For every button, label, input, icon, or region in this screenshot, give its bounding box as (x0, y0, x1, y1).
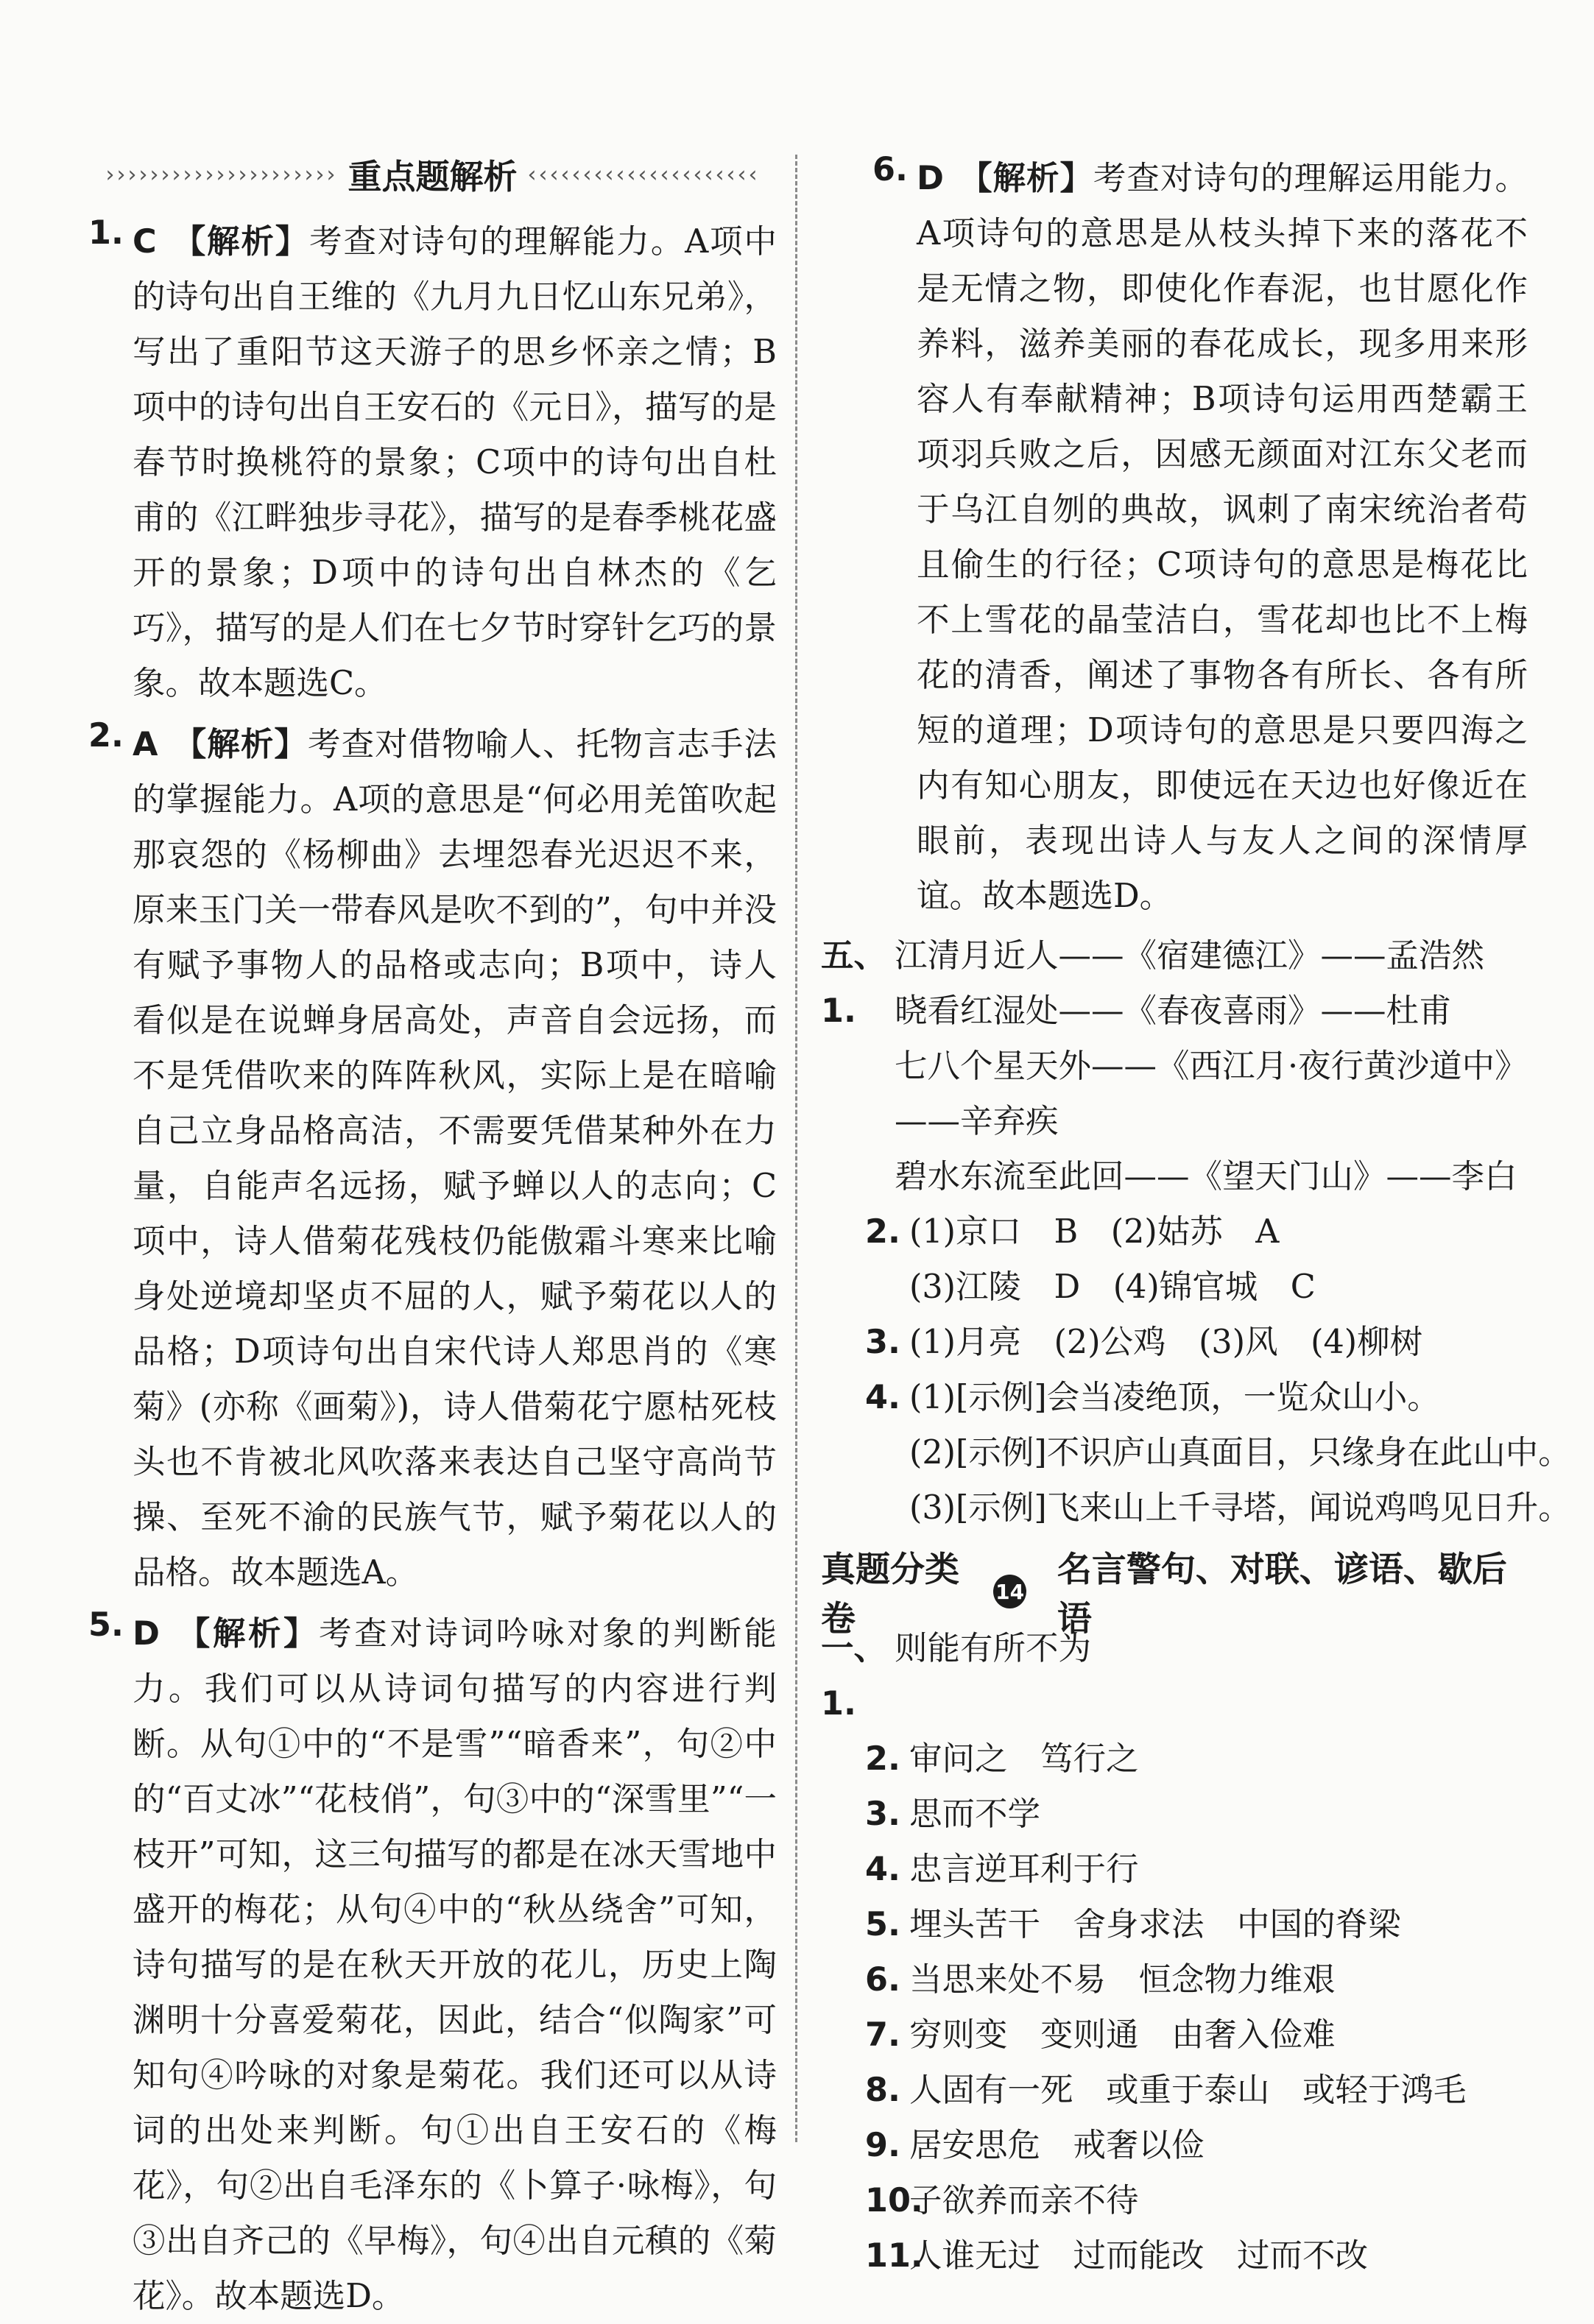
answer-line: 埋头苦干 舍身求法 中国的脊梁 (909, 1906, 1401, 1943)
chevron-right-decoration-icon: ››››››››››››››››››››› (105, 161, 338, 188)
answer-line: 穷则变 变则通 由奢入俭难 (909, 2016, 1336, 2054)
poem-line: 碧水东流至此回——《望天门山》——李白 (895, 1158, 1517, 1195)
item-number: 4. (865, 1379, 900, 1416)
item-text: 考查对诗词吟咏对象的判断能力。我们可以从诗词句描写的内容进行判断。从句①中的“不是雪”“暗香来”，句②中的“百丈冰”“花枝俏”，句③中的“深雪里”“一枝开”可知，这三句描写的都是在冰天雪地中盛开的梅花；从句④中的“秋丛绕舍”可知，诗句描写的是在秋天开放的花儿，历史上陶渊明十分喜爱菊花，因此，结合“似陶家”可知句④吟咏的对象是菊花。我们还可以从诗词的出处来判断。句①出自王安石的《梅花》，句②出自毛泽东的《卜算子·咏梅》，句③出自齐己的《早梅》，句④出自元稹的《菊花》。故本题选D。 (133, 1615, 777, 2315)
item-answer: C (133, 223, 157, 261)
volume-title: 真题分类卷 (821, 1550, 959, 1639)
item-answer: D (133, 1615, 160, 1653)
item-number: 6. (865, 1961, 900, 1999)
part1-q2 (821, 1731, 1528, 1787)
answer-line: 当思来处不易 恒念物力维艰 (909, 1961, 1336, 1999)
part1-q6 (821, 1952, 1528, 2007)
answer-line: 子欲养而亲不待 (909, 2182, 1139, 2219)
answer-line: (2)[示例]不识庐山真面目，只缘身在此山中。 (909, 1434, 1571, 1472)
item-number: 4. (865, 1851, 900, 1888)
answer-line: 审问之 笃行之 (909, 1740, 1139, 1778)
part1-q11 (821, 2228, 1528, 2284)
item-text: 考查对借物喻人、托物言志手法的掌握能力。A项的意思是“何必用羌笛吹起那哀怨的《杨柳曲》去埋怨春光迟迟不来，原来玉门关一带春风是吹不到的”，句中并没有赋予事物人的品格或志向；B项中，诗人看似是在说蝉身居高处，声音自会远扬，而不是凭借吹来的阵阵秋风，实际上是在暗喻自己立身品格高洁，不需要凭借某种外在力量，自能声名远扬，赋予蝉以人的志向；C项中，诗人借菊花残枝仍能傲霜斗寒来比喻身处逆境却坚贞不屈的人，赋予菊花以人的品格；D项诗句出自宋代诗人郑思肖的《寒菊》(亦称《画菊》)，诗人借菊花宁愿枯死枝头也不肯被北风吹落来表达自己坚守高尚节操、至死不渝的民族气节，赋予菊花以人的品格。故本题选A。 (133, 726, 777, 1592)
answer-line: 居安思危 戒奢以俭 (909, 2127, 1205, 2164)
item-body (133, 1606, 777, 2324)
item-number: 2. (88, 717, 124, 755)
answer-line: (1)月亮 (2)公鸡 (3)风 (4)柳树 (909, 1324, 1423, 1361)
volume-number-badge: 14 (993, 1575, 1026, 1608)
analysis-tag: 【解析】 (177, 1615, 320, 1653)
part1-q9 (821, 2118, 1528, 2173)
analysis-tag: 【解析】 (959, 160, 1093, 197)
part5-q1 (821, 928, 1528, 1204)
part1-q5 (821, 1897, 1528, 1952)
item-number: 3. (865, 1795, 900, 1833)
item-number: 2. (865, 1740, 900, 1778)
part1-q8 (821, 2063, 1528, 2118)
column-divider (795, 155, 797, 2142)
answer-line: (1)京口 B (2)姑苏 A (909, 1213, 1280, 1251)
analysis-item-2 (88, 717, 777, 1600)
item-number: 9. (865, 2127, 900, 2164)
volume-subtitle: 名言警句、对联、谚语、歇后语 (1057, 1550, 1507, 1639)
poem-line: ——辛弃疾 (895, 1103, 1059, 1140)
part-5-answers (821, 928, 1571, 1536)
chevron-left-decoration-icon: ‹‹‹‹‹‹‹‹‹‹‹‹‹‹‹‹‹‹‹‹‹ (527, 161, 760, 188)
section-header (88, 151, 777, 198)
analysis-item-6 (821, 151, 1528, 924)
analysis-item-5 (88, 1606, 777, 2324)
item-body (133, 214, 777, 711)
analysis-tag: 【解析】 (173, 726, 308, 763)
part5-q2 (821, 1204, 1528, 1260)
section-title: 重点题解析 (348, 157, 518, 197)
item-number: 1. (88, 214, 124, 252)
item-number: 11. (865, 2237, 923, 2275)
item-number: 6. (872, 151, 908, 188)
part-label: 一、1. (821, 1630, 887, 1723)
part1-q3 (821, 1787, 1528, 1842)
part5-q3 (821, 1315, 1528, 1370)
answer-line: 人谁无过 过而能改 过而不改 (909, 2237, 1369, 2275)
analysis-tag: 【解析】 (172, 223, 310, 261)
item-number: 7. (865, 2016, 900, 2054)
item-body (133, 717, 777, 1600)
left-column (88, 151, 777, 2324)
item-number: 5. (88, 1606, 124, 1644)
item-answer: D (917, 160, 944, 197)
volume-header (821, 1550, 1528, 1639)
part1-q7 (821, 2007, 1528, 2063)
item-number: 3. (865, 1324, 900, 1361)
answer-line: 思而不学 (909, 1795, 1041, 1833)
part1-q10 (821, 2173, 1528, 2228)
item-body (917, 151, 1528, 924)
part1-q4 (821, 1842, 1528, 1897)
item-number: 8. (865, 2072, 900, 2109)
poem-line: 江清月近人——《宿建德江》——孟浩然 (895, 937, 1485, 975)
answer-line: (3)[示例]飞来山上千寻塔，闻说鸡鸣见日升。 (909, 1489, 1571, 1527)
analysis-item-1 (88, 214, 777, 711)
answer-line: 则能有所不为 (895, 1630, 1092, 1667)
poem-line: 七八个星天外——《西江月·夜行黄沙道中》 (895, 1048, 1528, 1085)
answer-line: 忠言逆耳利于行 (909, 1851, 1139, 1888)
item-text: 考查对诗句的理解运用能力。A项诗句的意思是从枝头掉下来的落花不是无情之物，即使化作春泥，也甘愿化作养料，滋养美丽的春花成长，现多用来形容人有奉献精神；B项诗句运用西楚霸王项羽兵败之后，因感无颜面对江东父老而于乌江自刎的典故，讽刺了南宋统治者苟且偷生的行径；C项诗句的意思是梅花比不上雪花的晶莹洁白，雪花却也比不上梅花的清香，阐述了事物各有所长、各有所短的道理；D项诗句的意思是只要四海之内有知心朋友，即使远在天边也好像近在眼前，表现出诗人与友人之间的深情厚谊。故本题选D。 (917, 160, 1528, 915)
item-text: 考查对诗句的理解能力。A项中的诗句出自王维的《九月九日忆山东兄弟》，写出了重阳节这天游子的思乡怀亲之情；B项中的诗句出自王安石的《元日》，描写的是春节时换桃符的景象；C项中的诗句出自杜甫的《江畔独步寻花》，描写的是春季桃花盛开的景象；D项中的诗句出自林杰的《乞巧》，描写的是人们在七夕节时穿针乞巧的景象。故本题选C。 (133, 223, 777, 702)
poem-line: 晓看红湿处——《春夜喜雨》——杜甫 (895, 992, 1452, 1030)
part-label: 五、1. (821, 937, 887, 1030)
answer-line: (1)[示例]会当凌绝顶，一览众山小。 (909, 1379, 1440, 1416)
part5-q4 (821, 1370, 1528, 1425)
item-number: 2. (865, 1213, 900, 1251)
right-column (821, 151, 1571, 2284)
part-1-answers (821, 1621, 1528, 2284)
item-answer: A (133, 726, 158, 763)
answer-line: (3)江陵 D (4)锦官城 C (909, 1268, 1316, 1306)
answer-line: 人固有一死 或重于泰山 或轻于鸿毛 (909, 2072, 1467, 2109)
item-number: 5. (865, 1906, 900, 1943)
item-number: 10. (865, 2182, 923, 2219)
